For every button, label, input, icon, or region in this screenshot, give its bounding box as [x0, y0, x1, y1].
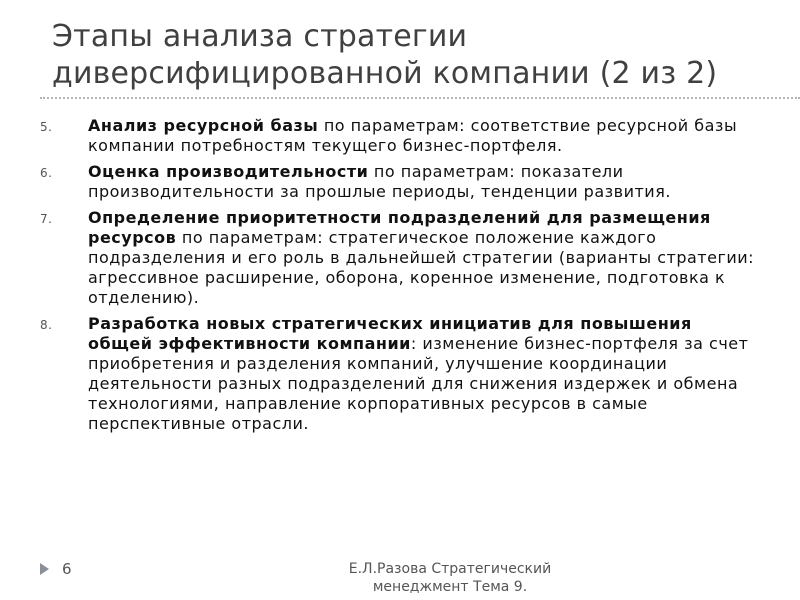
- footer-author: Е.Л.Разова Стратегический менеджмент Тема 9.: [348, 561, 552, 595]
- stage-list: [40, 116, 760, 440]
- item-number: 5.: [40, 120, 53, 134]
- item-heading: Определение приоритетности подразделений для размещения ресурсов: [88, 208, 711, 247]
- item-text: [88, 116, 760, 156]
- list-item: [40, 116, 760, 156]
- item-text: [88, 162, 760, 202]
- item-number: 6.: [40, 166, 53, 180]
- item-description: по параметрам: соответствие ресурсной базы компании потребностям текущего бизнес-портфеля.: [88, 116, 738, 155]
- item-description: по параметрам: стратегическое положение каждого подразделения и его роль в дальнейшей стратегии (варианты стратегии: агрессивное расширение, оборона, коренное изменение, подготовка к отделению).: [88, 228, 755, 307]
- list-item: [40, 208, 760, 308]
- item-number: 7.: [40, 212, 53, 226]
- item-text: [88, 314, 760, 434]
- item-heading: Оценка производительности: [88, 162, 369, 181]
- item-heading: Анализ ресурсной базы: [88, 116, 319, 135]
- item-number: 8.: [40, 318, 53, 332]
- list-item: [40, 314, 760, 434]
- item-text: [88, 208, 760, 308]
- list-item: [40, 162, 760, 202]
- title-divider: [40, 97, 800, 99]
- item-heading: Разработка новых стратегических инициатив для повышения общей эффективности компании: [88, 314, 692, 353]
- play-arrow-icon[interactable]: [40, 563, 49, 575]
- item-description: по параметрам: показатели производительности за прошлые периоды, тенденции развития.: [88, 162, 671, 201]
- item-description: : изменение бизнес-портфеля за счет приобретения и разделения компаний, улучшение координации деятельности разных подразделений для снижения издержек и обмена технологиями, направление корпоративных ресурсов в самые перспективные отрасли.: [88, 334, 749, 433]
- page-number: 6: [62, 560, 72, 578]
- slide-title: Этапы анализа стратегии диверсифицированной компании (2 из 2): [52, 19, 718, 92]
